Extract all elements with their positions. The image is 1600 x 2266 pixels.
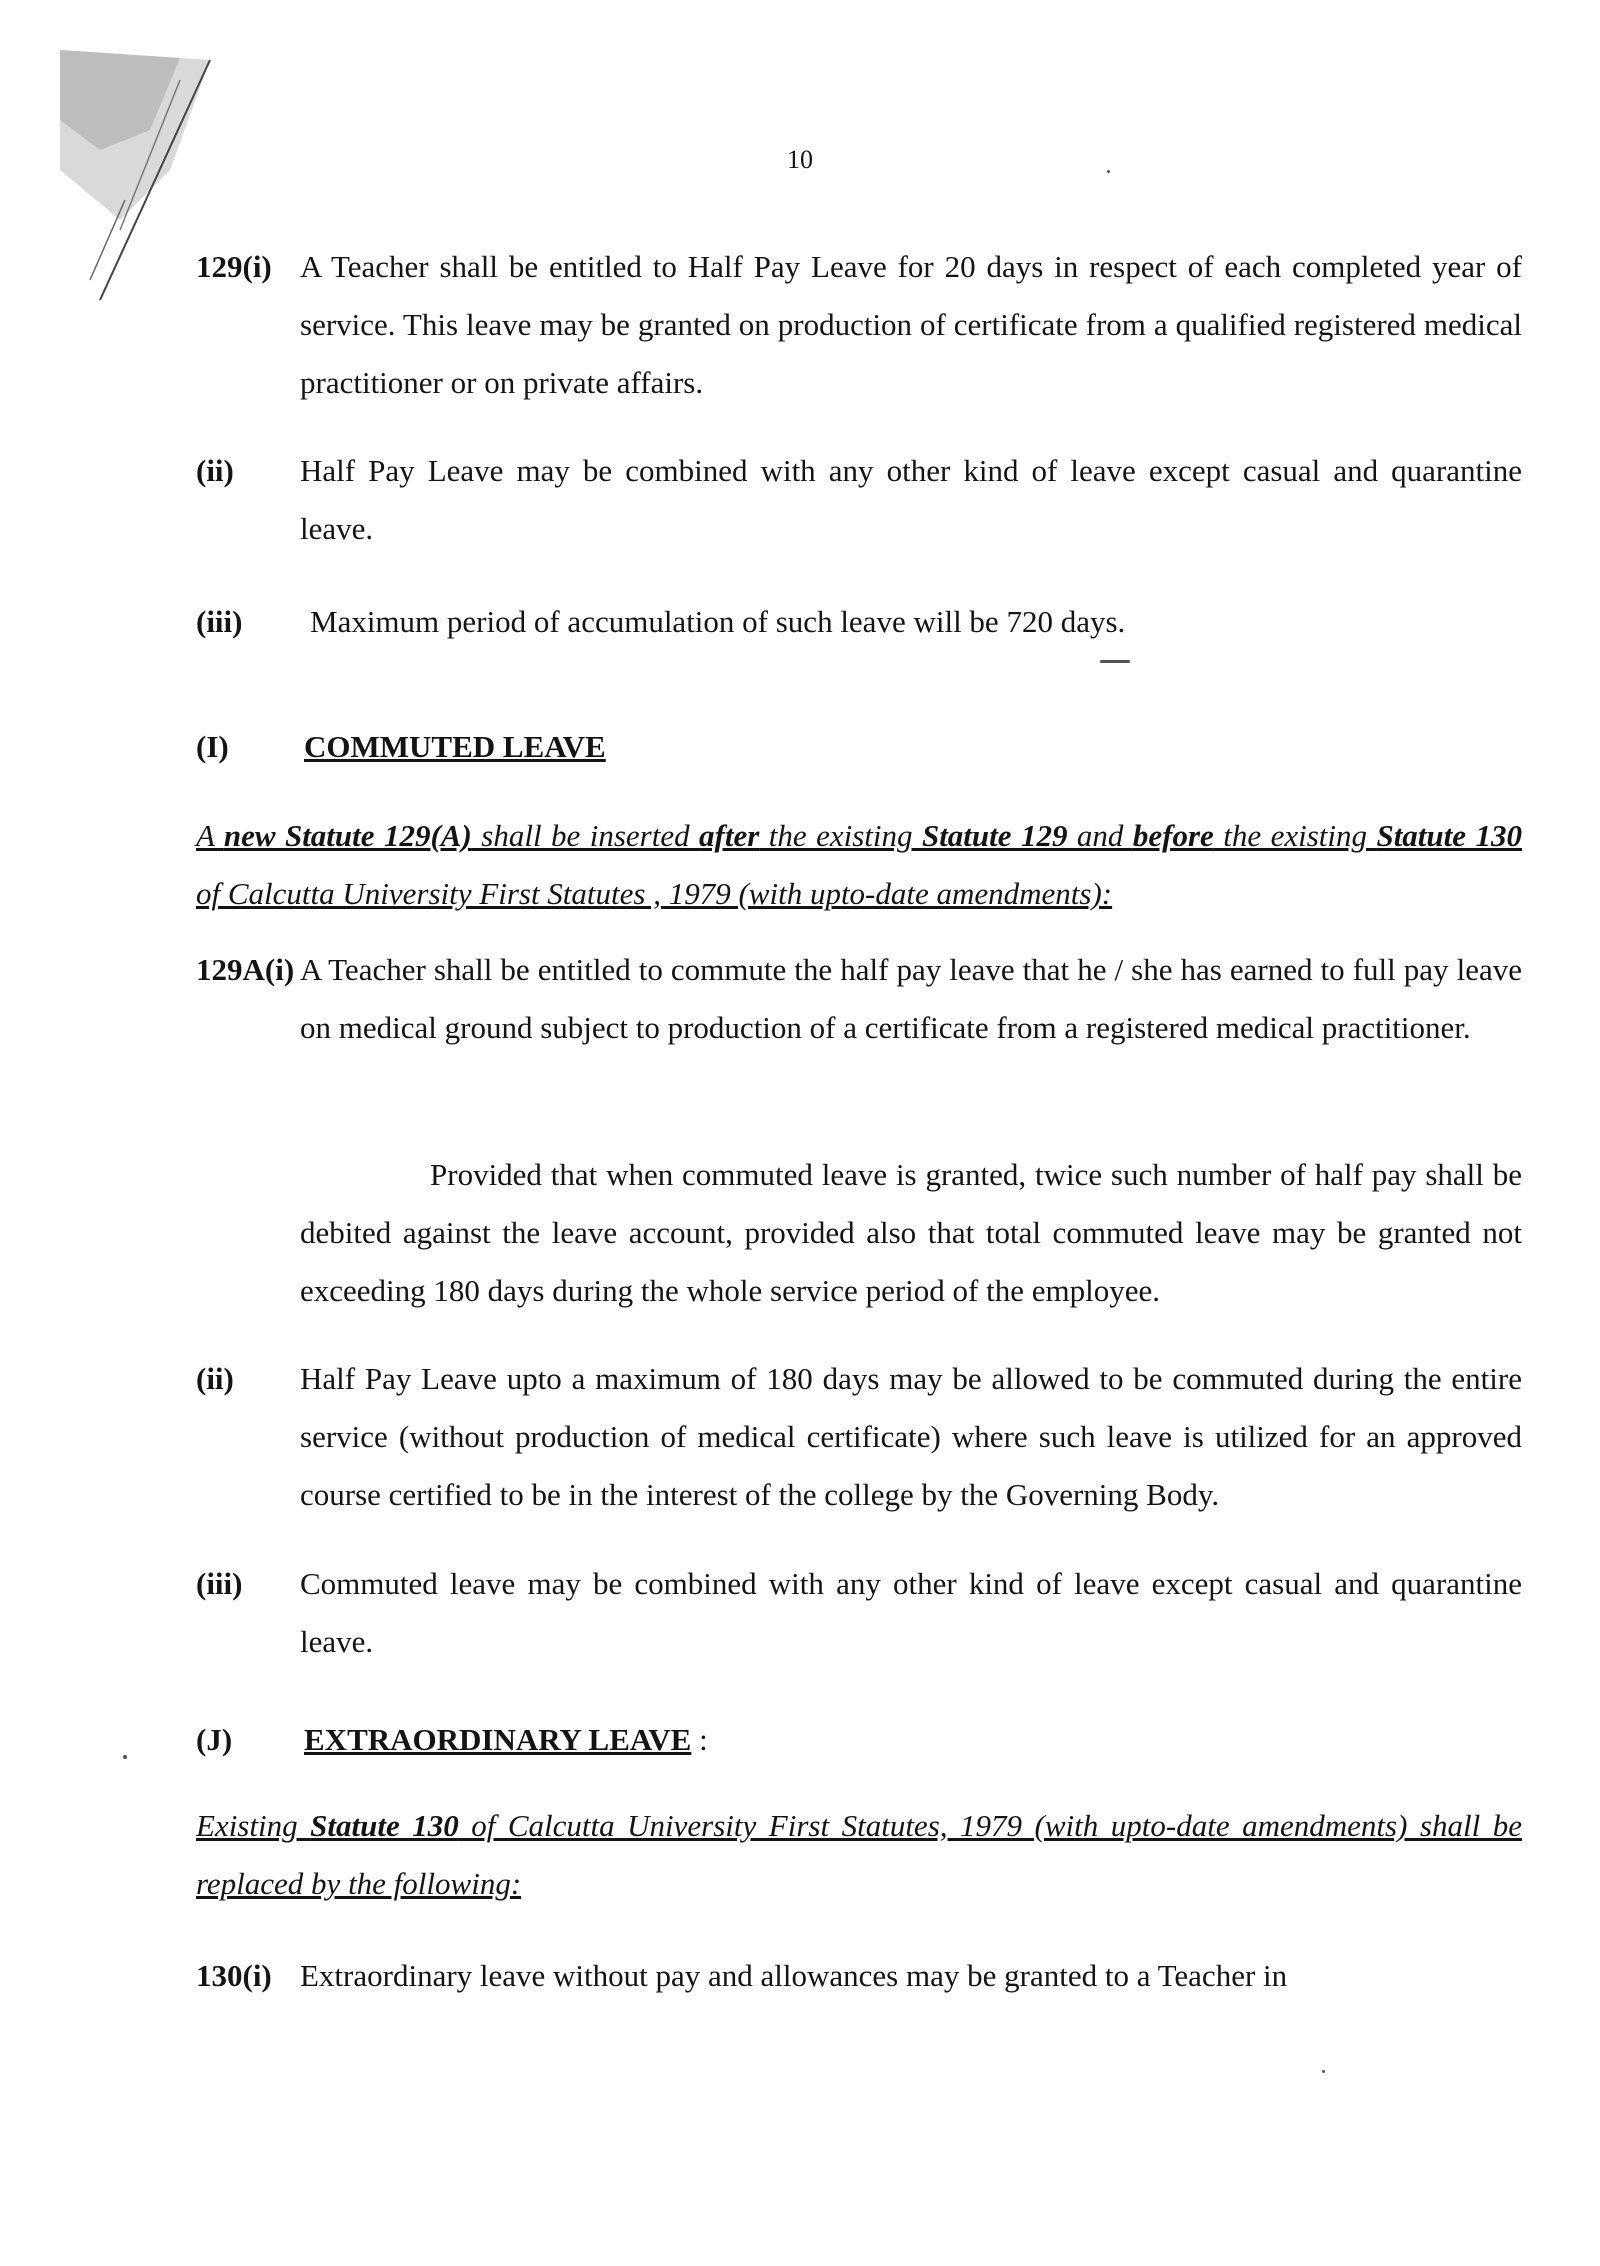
amendment-instruction-129a: A new Statute 129(A) shall be inserted after the existing Statute 129 and before the existing Statute 130 of Calcutta University First Statutes , 1979 (with upto-date amendments): — [196, 818, 1522, 911]
clause-number: (ii) — [196, 453, 234, 488]
clause-text: Commuted leave may be combined with any other kind of leave except casual and quarantine leave. — [300, 1566, 1522, 1659]
statute-129a-i — [196, 941, 1522, 1057]
statute-129a-iii — [196, 1555, 1522, 1671]
page-number: 10 — [787, 145, 813, 174]
clause-number: (iii) — [196, 1566, 243, 1601]
proviso-paragraph: Provided that when commuted leave is granted, twice such number of half pay shall be debited against the leave account, provided also that total commuted leave may be granted not exceeding 180 days during the whole service period of the employee. — [300, 1157, 1522, 1308]
clause-number: 129A(i) — [196, 952, 295, 987]
section-number: (J) — [196, 1722, 233, 1757]
clause-text: Half Pay Leave may be combined with any other kind of leave except casual and quarantine leave. — [300, 453, 1522, 546]
statute-130-i — [196, 1947, 1522, 2005]
clause-text: Maximum period of accumulation of such leave will be 720 days. — [310, 604, 1126, 639]
clause-text: A Teacher shall be entitled to commute the half pay leave that he / she has earned to full pay leave on medical ground subject to production of a certificate from a registered medical practitioner. — [300, 952, 1522, 1045]
section-number: (I) — [196, 729, 229, 764]
clause-text: Extraordinary leave without pay and allowances may be granted to a Teacher in — [300, 1958, 1288, 1993]
section-heading-extraordinary-leave: (J) EXTRAORDINARY LEAVE : — [196, 1718, 708, 1762]
scan-speck — [1322, 2070, 1325, 2073]
clause-number: 130(i) — [196, 1958, 272, 1993]
amendment-instruction-130: Existing Statute 130 of Calcutta University First Statutes, 1979 (with upto-date amendments) shall be replaced by the following: — [196, 1808, 1522, 1901]
section-title: EXTRAORDINARY LEAVE — [304, 1722, 692, 1757]
section-title: COMMUTED LEAVE — [304, 729, 606, 764]
scan-speck — [1107, 170, 1110, 173]
statute-129-ii — [196, 442, 1522, 558]
clause-number: 129(i) — [196, 249, 272, 284]
statute-129-iii — [196, 593, 1522, 651]
scan-speck — [123, 1755, 127, 1759]
statute-129-i — [196, 238, 1522, 412]
clause-text: Half Pay Leave upto a maximum of 180 days may be allowed to be commuted during the entire service (without production of medical certificate) where such leave is utilized for an approved course certified to be in the interest of the college by the Governing Body. — [300, 1361, 1522, 1512]
scan-speck — [1100, 660, 1130, 663]
clause-number: (iii) — [196, 604, 243, 639]
section-heading-commuted-leave — [196, 725, 606, 769]
statute-129a-ii — [196, 1350, 1522, 1524]
clause-text: A Teacher shall be entitled to Half Pay Leave for 20 days in respect of each completed year of service. This leave may be granted on production of certificate from a qualified registered medical practitioner or on private affairs. — [300, 249, 1522, 400]
clause-number: (ii) — [196, 1361, 234, 1396]
